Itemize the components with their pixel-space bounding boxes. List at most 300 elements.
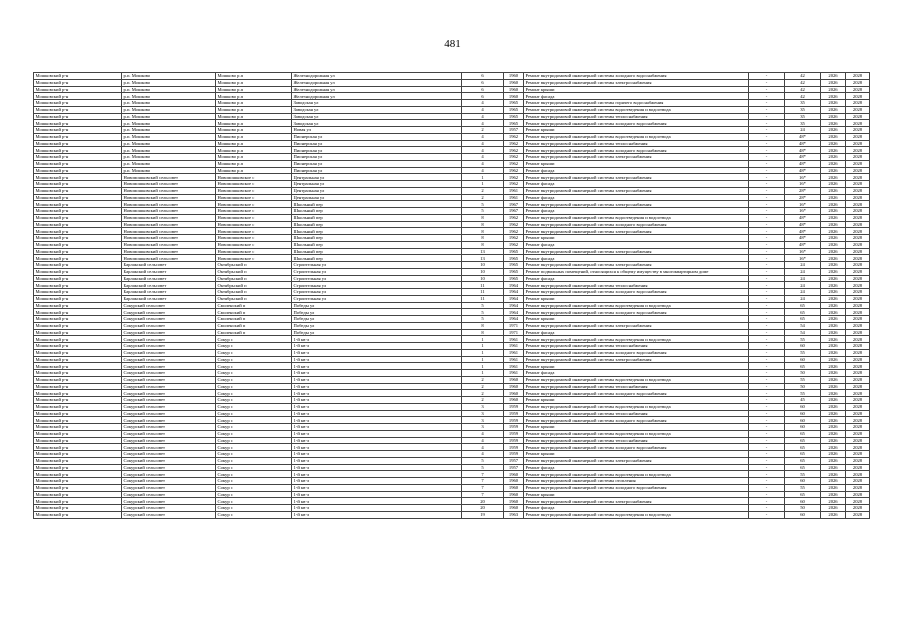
cell-cost: 35 [785, 113, 821, 120]
table-row [34, 235, 870, 242]
cell-locality: Новомошковское с [216, 187, 292, 194]
cell-year-start: 2026 [821, 86, 846, 93]
cell-year-start: 2026 [821, 484, 846, 491]
table-row [34, 437, 870, 444]
cell-street: Победы ул [292, 309, 462, 316]
table-row [34, 451, 870, 458]
cell-year-end: 2028 [846, 289, 870, 296]
table-row [34, 478, 870, 485]
cell-locality: Сокур с [216, 437, 292, 444]
cell-year-start: 2026 [821, 154, 846, 161]
cell-year-start: 2026 [821, 383, 846, 390]
cell-work-type: Ремонт внутридомовой инженерной системы холодного водоснабжения [524, 309, 749, 316]
cell-work-type: Ремонт внутридомовой инженерной системы водоотведения и водоотвода [524, 403, 749, 410]
cell-year-end: 2028 [846, 437, 870, 444]
cell-settlement-council: Сокурский сельсовет [122, 464, 216, 471]
cell-build-year: 1961 [504, 363, 524, 370]
cell-build-year: 1960 [504, 397, 524, 404]
cell-street: Строительная ул [292, 282, 462, 289]
cell-district: Мошковский р-н [34, 437, 122, 444]
cell-dash-cell: - [749, 349, 785, 356]
cell-year-end: 2028 [846, 268, 870, 275]
table-row [34, 167, 870, 174]
cell-work-type: Ремонт крыши [524, 295, 749, 302]
cell-dash-cell: - [749, 329, 785, 336]
cell-district: Мошковский р-н [34, 147, 122, 154]
cell-work-type: Ремонт внутридомовой инженерной системы электроснабжения [524, 322, 749, 329]
cell-house-number: 1 [462, 174, 504, 181]
cell-dash-cell: - [749, 86, 785, 93]
cell-work-type: Ремонт крыши [524, 397, 749, 404]
table-row [34, 208, 870, 215]
cell-district: Мошковский р-н [34, 403, 122, 410]
cell-build-year: 1960 [504, 491, 524, 498]
cell-build-year: 1959 [504, 451, 524, 458]
cell-street: Школьный пер [292, 248, 462, 255]
cell-street: 1-й кв-л [292, 464, 462, 471]
cell-year-start: 2026 [821, 289, 846, 296]
cell-year-end: 2028 [846, 167, 870, 174]
cell-locality: Сокур с [216, 471, 292, 478]
cell-house-number: 2 [462, 383, 504, 390]
cell-work-type: Ремонт фасада [524, 505, 749, 512]
cell-work-type: Ремонт крыши [524, 424, 749, 431]
cell-year-start: 2026 [821, 73, 846, 80]
cell-work-type: Ремонт внутридомовой инженерной системы холодного водоснабжения [524, 484, 749, 491]
cell-locality: Сокур с [216, 451, 292, 458]
table-row [34, 93, 870, 100]
cell-dash-cell: - [749, 228, 785, 235]
cell-build-year: 1967 [504, 208, 524, 215]
table-row [34, 127, 870, 134]
cell-build-year: 1959 [504, 417, 524, 424]
table-row [34, 241, 870, 248]
cell-year-start: 2026 [821, 228, 846, 235]
cell-district: Мошковский р-н [34, 100, 122, 107]
cell-district: Мошковский р-н [34, 444, 122, 451]
cell-district: Мошковский р-н [34, 343, 122, 350]
table-row [34, 336, 870, 343]
cell-locality: Октябрьский п [216, 282, 292, 289]
cell-work-type: Ремонт внутридомовой инженерной системы холодного водоснабжения [524, 147, 749, 154]
cell-settlement-council: Сокурский сельсовет [122, 309, 216, 316]
cell-work-type: Ремонт крыши [524, 235, 749, 242]
table-row [34, 262, 870, 269]
cell-house-number: 11 [462, 282, 504, 289]
cell-locality: Новомошковское с [216, 255, 292, 262]
cell-work-type: Ремонт фасада [524, 329, 749, 336]
cell-settlement-council: Барлакский сельсовет [122, 262, 216, 269]
cell-district: Мошковский р-н [34, 113, 122, 120]
cell-district: Мошковский р-н [34, 174, 122, 181]
cell-locality: Сокур с [216, 383, 292, 390]
cell-year-end: 2028 [846, 187, 870, 194]
cell-work-type: Ремонт внутридомовой инженерной системы электроснабжения [524, 356, 749, 363]
cell-year-start: 2026 [821, 275, 846, 282]
cell-year-start: 2026 [821, 295, 846, 302]
cell-year-start: 2026 [821, 127, 846, 134]
cell-year-start: 2026 [821, 444, 846, 451]
cell-dash-cell: - [749, 498, 785, 505]
cell-year-end: 2028 [846, 295, 870, 302]
cell-dash-cell: - [749, 451, 785, 458]
cell-street: 1-й кв-л [292, 390, 462, 397]
cell-house-number: 7 [462, 478, 504, 485]
cell-district: Мошковский р-н [34, 505, 122, 512]
cell-settlement-council: Сокурский сельсовет [122, 376, 216, 383]
table-row [34, 403, 870, 410]
table-row [34, 457, 870, 464]
cell-settlement-council: р.п. Мошково [122, 79, 216, 86]
cell-dash-cell: - [749, 464, 785, 471]
cell-settlement-council: Сокурский сельсовет [122, 336, 216, 343]
cell-settlement-council: Сокурский сельсовет [122, 390, 216, 397]
cell-dash-cell: - [749, 106, 785, 113]
cell-dash-cell: - [749, 235, 785, 242]
cell-house-number: 4 [462, 113, 504, 120]
cell-settlement-council: Новомошковский сельсовет [122, 214, 216, 221]
cell-locality: Новомошковское с [216, 181, 292, 188]
cell-locality: Мошково р.п [216, 100, 292, 107]
cell-cost: 65 [785, 437, 821, 444]
cell-house-number: 3 [462, 410, 504, 417]
cell-locality: Мошково р.п [216, 160, 292, 167]
cell-build-year: 1965 [504, 248, 524, 255]
cell-build-year: 1960 [504, 79, 524, 86]
cell-street: Школьный пер [292, 214, 462, 221]
cell-district: Мошковский р-н [34, 282, 122, 289]
cell-house-number: 8 [462, 241, 504, 248]
cell-district: Мошковский р-н [34, 275, 122, 282]
cell-locality: Новомошковское с [216, 174, 292, 181]
cell-street: Строительная ул [292, 289, 462, 296]
cell-street: 1-й кв-л [292, 424, 462, 431]
cell-house-number: 10 [462, 262, 504, 269]
cell-work-type: Ремонт фасада [524, 255, 749, 262]
cell-locality: Новомошковское с [216, 214, 292, 221]
cell-year-end: 2028 [846, 322, 870, 329]
table-row [34, 390, 870, 397]
cell-district: Мошковский р-н [34, 498, 122, 505]
cell-district: Мошковский р-н [34, 451, 122, 458]
cell-cost: 48* [785, 214, 821, 221]
cell-settlement-council: Сокурский сельсовет [122, 444, 216, 451]
cell-build-year: 1964 [504, 289, 524, 296]
cell-dash-cell: - [749, 430, 785, 437]
cell-dash-cell: - [749, 154, 785, 161]
cell-street: Пионерская ул [292, 160, 462, 167]
table-row [34, 133, 870, 140]
cell-locality: Сокур с [216, 356, 292, 363]
cell-district: Мошковский р-н [34, 457, 122, 464]
cell-dash-cell: - [749, 471, 785, 478]
cell-year-start: 2026 [821, 181, 846, 188]
cell-year-end: 2028 [846, 241, 870, 248]
cell-locality: Новомошковское с [216, 221, 292, 228]
cell-district: Мошковский р-н [34, 336, 122, 343]
cell-dash-cell: - [749, 181, 785, 188]
cell-settlement-council: Барлакский сельсовет [122, 289, 216, 296]
cell-work-type: Ремонт внутридомовой инженерной системы электроснабжения [524, 79, 749, 86]
cell-year-start: 2026 [821, 464, 846, 471]
cell-year-end: 2028 [846, 221, 870, 228]
cell-build-year: 1957 [504, 457, 524, 464]
cell-build-year: 1961 [504, 343, 524, 350]
cell-year-end: 2028 [846, 478, 870, 485]
cell-locality: Мошково р.п [216, 167, 292, 174]
cell-year-end: 2028 [846, 228, 870, 235]
cell-street: 1-й кв-л [292, 511, 462, 518]
cell-dash-cell: - [749, 424, 785, 431]
cell-build-year: 1962 [504, 147, 524, 154]
cell-house-number: 7 [462, 491, 504, 498]
cell-locality: Сокур с [216, 363, 292, 370]
table-row [34, 356, 870, 363]
cell-build-year: 1960 [504, 390, 524, 397]
cell-settlement-council: Сокурский сельсовет [122, 511, 216, 518]
cell-build-year: 1957 [504, 127, 524, 134]
cell-locality: Сокур с [216, 511, 292, 518]
cell-street: Строительная ул [292, 268, 462, 275]
cell-house-number: 20 [462, 505, 504, 512]
cell-year-start: 2026 [821, 403, 846, 410]
cell-district: Мошковский р-н [34, 309, 122, 316]
table-row [34, 201, 870, 208]
cell-cost: 48* [785, 167, 821, 174]
cell-locality: Сокур с [216, 417, 292, 424]
table-row [34, 248, 870, 255]
cell-year-end: 2028 [846, 403, 870, 410]
cell-cost: 50 [785, 370, 821, 377]
table-row [34, 268, 870, 275]
cell-cost: 60 [785, 498, 821, 505]
cell-settlement-council: Сокурский сельсовет [122, 329, 216, 336]
cell-settlement-council: Сокурский сельсовет [122, 403, 216, 410]
cell-house-number: 4 [462, 437, 504, 444]
cell-cost: 60 [785, 403, 821, 410]
cell-locality: Октябрьский п [216, 295, 292, 302]
table-row [34, 505, 870, 512]
cell-year-start: 2026 [821, 201, 846, 208]
cell-cost: 65 [785, 309, 821, 316]
cell-house-number: 4 [462, 430, 504, 437]
table-row [34, 295, 870, 302]
cell-street: 1-й кв-л [292, 343, 462, 350]
cell-dash-cell: - [749, 322, 785, 329]
cell-cost: 24 [785, 282, 821, 289]
cell-locality: Мошково р.п [216, 147, 292, 154]
cell-year-start: 2026 [821, 336, 846, 343]
cell-dash-cell: - [749, 140, 785, 147]
cell-cost: 28* [785, 187, 821, 194]
cell-locality: Смоленский п [216, 322, 292, 329]
cell-cost: 60 [785, 511, 821, 518]
table-row [34, 275, 870, 282]
cell-build-year: 1971 [504, 329, 524, 336]
cell-work-type: Ремонт крыши [524, 127, 749, 134]
cell-house-number: 11 [462, 289, 504, 296]
cell-year-end: 2028 [846, 106, 870, 113]
cell-year-end: 2028 [846, 181, 870, 188]
cell-locality: Октябрьский п [216, 268, 292, 275]
cell-work-type: Ремонт внутридомовой инженерной системы электроснабжения [524, 174, 749, 181]
cell-build-year: 1959 [504, 410, 524, 417]
cell-settlement-council: Новомошковский сельсовет [122, 235, 216, 242]
cell-build-year: 1962 [504, 174, 524, 181]
cell-cost: 65 [785, 444, 821, 451]
cell-work-type: Ремонт внутридомовой инженерной системы холодного водоснабжения [524, 289, 749, 296]
cell-build-year: 1965 [504, 268, 524, 275]
cell-work-type: Ремонт фасада [524, 370, 749, 377]
cell-cost: 35 [785, 100, 821, 107]
cell-street: 1-й кв-л [292, 498, 462, 505]
cell-year-end: 2028 [846, 471, 870, 478]
cell-settlement-council: Сокурский сельсовет [122, 478, 216, 485]
cell-build-year: 1964 [504, 316, 524, 323]
cell-settlement-council: р.п. Мошково [122, 120, 216, 127]
cell-build-year: 1960 [504, 505, 524, 512]
cell-year-end: 2028 [846, 93, 870, 100]
cell-year-end: 2028 [846, 113, 870, 120]
cell-year-start: 2026 [821, 370, 846, 377]
table-row [34, 309, 870, 316]
cell-locality: Сокур с [216, 390, 292, 397]
cell-cost: 16* [785, 201, 821, 208]
cell-year-end: 2028 [846, 255, 870, 262]
cell-cost: 60 [785, 410, 821, 417]
table-row [34, 214, 870, 221]
cell-year-end: 2028 [846, 282, 870, 289]
cell-year-start: 2026 [821, 316, 846, 323]
cell-cost: 65 [785, 430, 821, 437]
cell-year-end: 2028 [846, 363, 870, 370]
cell-street: Строительная ул [292, 262, 462, 269]
cell-year-end: 2028 [846, 356, 870, 363]
cell-cost: 60 [785, 424, 821, 431]
cell-year-start: 2026 [821, 93, 846, 100]
cell-house-number: 4 [462, 154, 504, 161]
cell-dash-cell: - [749, 221, 785, 228]
cell-year-end: 2028 [846, 275, 870, 282]
cell-locality: Сокур с [216, 336, 292, 343]
cell-house-number: 11 [462, 295, 504, 302]
cell-settlement-council: Сокурский сельсовет [122, 302, 216, 309]
cell-locality: Новомошковское с [216, 248, 292, 255]
table-row [34, 363, 870, 370]
cell-year-start: 2026 [821, 214, 846, 221]
cell-build-year: 1962 [504, 140, 524, 147]
cell-work-type: Ремонт внутридомовой инженерной системы холодного водоснабжения [524, 390, 749, 397]
cell-settlement-council: р.п. Мошково [122, 100, 216, 107]
cell-build-year: 1960 [504, 498, 524, 505]
cell-house-number: 3 [462, 403, 504, 410]
cell-settlement-council: Новомошковский сельсовет [122, 241, 216, 248]
cell-house-number: 4 [462, 147, 504, 154]
cell-settlement-council: Сокурский сельсовет [122, 370, 216, 377]
cell-year-start: 2026 [821, 498, 846, 505]
cell-year-start: 2026 [821, 100, 846, 107]
cell-dash-cell: - [749, 127, 785, 134]
cell-dash-cell: - [749, 160, 785, 167]
cell-work-type: Ремонт внутридомовой инженерной системы водоотведения и водоотвода [524, 511, 749, 518]
cell-district: Мошковский р-н [34, 241, 122, 248]
cell-settlement-council: Сокурский сельсовет [122, 417, 216, 424]
cell-cost: 24 [785, 127, 821, 134]
cell-dash-cell: - [749, 478, 785, 485]
cell-district: Мошковский р-н [34, 289, 122, 296]
cell-settlement-council: р.п. Мошково [122, 106, 216, 113]
cell-house-number: 4 [462, 106, 504, 113]
cell-build-year: 1962 [504, 241, 524, 248]
cell-cost: 48* [785, 221, 821, 228]
cell-street: Пионерская ул [292, 154, 462, 161]
cell-house-number: 2 [462, 397, 504, 404]
cell-year-end: 2028 [846, 201, 870, 208]
cell-year-end: 2028 [846, 498, 870, 505]
cell-work-type: Ремонт внутридомовой инженерной системы теплоснабжения [524, 282, 749, 289]
cell-year-start: 2026 [821, 491, 846, 498]
cell-cost: 35 [785, 106, 821, 113]
cell-build-year: 1957 [504, 464, 524, 471]
cell-house-number: 8 [462, 214, 504, 221]
cell-settlement-council: Сокурский сельсовет [122, 457, 216, 464]
cell-street: 1-й кв-л [292, 349, 462, 356]
cell-street: 1-й кв-л [292, 410, 462, 417]
cell-locality: Октябрьский п [216, 262, 292, 269]
table-row [34, 73, 870, 80]
table-row [34, 491, 870, 498]
cell-house-number: 5 [462, 457, 504, 464]
cell-house-number: 6 [462, 93, 504, 100]
cell-year-end: 2028 [846, 140, 870, 147]
cell-cost: 24 [785, 295, 821, 302]
cell-house-number: 7 [462, 471, 504, 478]
cell-year-start: 2026 [821, 424, 846, 431]
cell-build-year: 1960 [504, 478, 524, 485]
cell-house-number: 6 [462, 79, 504, 86]
cell-house-number: 3 [462, 417, 504, 424]
cell-street: Пионерская ул [292, 147, 462, 154]
cell-year-end: 2028 [846, 370, 870, 377]
cell-street: 1-й кв-л [292, 370, 462, 377]
cell-locality: Сокур с [216, 343, 292, 350]
cell-build-year: 1963 [504, 511, 524, 518]
cell-cost: 24 [785, 289, 821, 296]
cell-build-year: 1961 [504, 356, 524, 363]
cell-settlement-council: Новомошковский сельсовет [122, 255, 216, 262]
cell-house-number: 8 [462, 221, 504, 228]
cell-locality: Сокур с [216, 484, 292, 491]
cell-year-end: 2028 [846, 154, 870, 161]
cell-district: Мошковский р-н [34, 140, 122, 147]
cell-year-end: 2028 [846, 410, 870, 417]
cell-work-type: Ремонт внутридомовой инженерной системы теплоснабжения [524, 343, 749, 350]
table-row [34, 255, 870, 262]
cell-house-number: 5 [462, 201, 504, 208]
cell-settlement-council: р.п. Мошково [122, 140, 216, 147]
cell-work-type: Ремонт внутридомовой инженерной системы отопления [524, 478, 749, 485]
cell-dash-cell: - [749, 120, 785, 127]
cell-district: Мошковский р-н [34, 410, 122, 417]
cell-locality: Мошково р.п [216, 73, 292, 80]
cell-build-year: 1965 [504, 106, 524, 113]
cell-district: Мошковский р-н [34, 208, 122, 215]
cell-house-number: 5 [462, 309, 504, 316]
cell-dash-cell: - [749, 383, 785, 390]
cell-work-type: Ремонт внутридомовой инженерной системы теплоснабжения [524, 140, 749, 147]
cell-cost: 42 [785, 86, 821, 93]
cell-work-type: Ремонт внутридомовой инженерной системы водоотведения и водоотвода [524, 302, 749, 309]
